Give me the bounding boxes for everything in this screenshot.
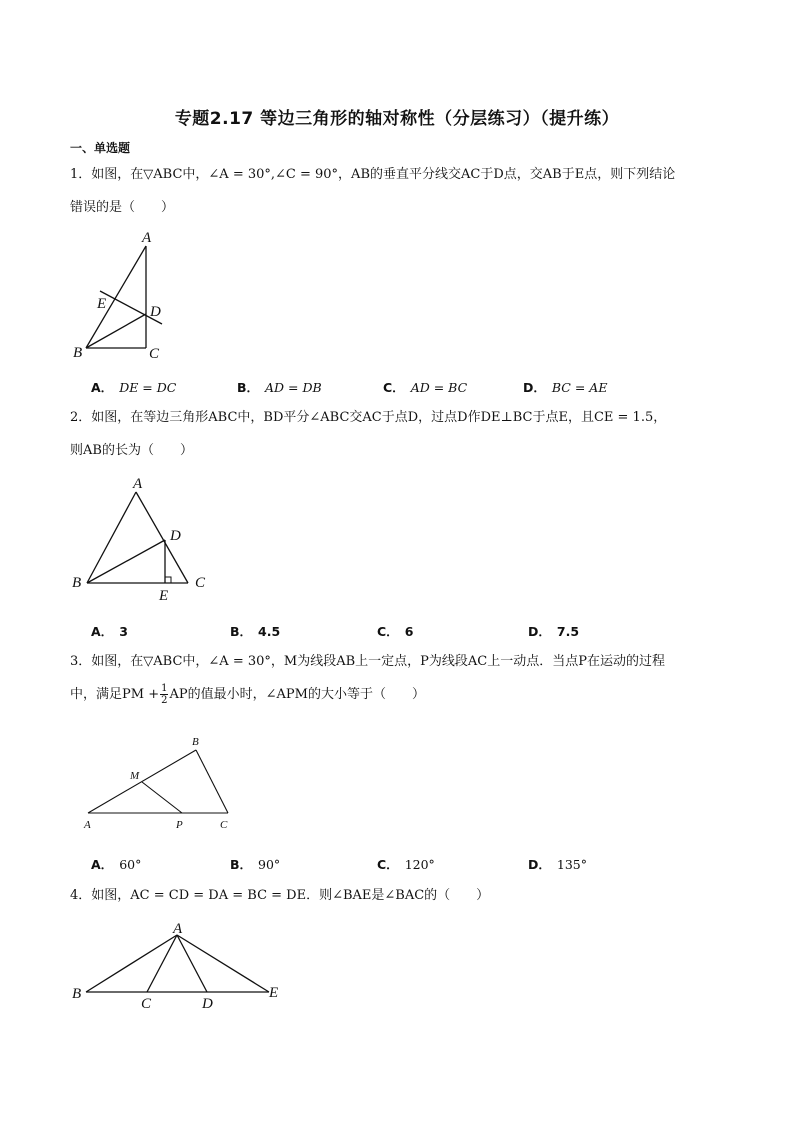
- option-b[interactable]: B． 4.5: [230, 624, 281, 639]
- option-d[interactable]: D． 7.5: [528, 624, 580, 639]
- segment-BC: [196, 750, 228, 813]
- question-2-line1: [70, 401, 730, 434]
- option-c[interactable]: C． 6: [377, 624, 414, 639]
- option-d[interactable]: D． BC = AE: [523, 380, 608, 395]
- option-d[interactable]: D． 135°: [528, 857, 587, 872]
- segment-AB: [86, 935, 177, 992]
- question-number: 1．: [70, 167, 92, 182]
- option-b[interactable]: B． 90°: [230, 857, 281, 872]
- option-c[interactable]: C． AD = BC: [383, 380, 468, 395]
- option-a[interactable]: A． 3: [91, 624, 128, 639]
- label-A: A: [84, 819, 91, 831]
- section-heading: 一、单选题: [70, 141, 131, 155]
- page-title: 专题2.17 等边三角形的轴对称性（分层练习）（提升练）: [174, 109, 620, 129]
- question-4: [70, 879, 730, 912]
- question-number: 4．: [70, 888, 92, 903]
- question-number: 3．: [70, 654, 92, 669]
- label-B: B: [192, 736, 199, 748]
- question-3-line2: 中，满足PM + $\frac{1}{2}$ AP的值最小时，∠APM的大小等于（ ）: [70, 683, 425, 706]
- segment-AC: [147, 935, 177, 992]
- question-3-line1: [70, 645, 730, 678]
- figure-question-3: [76, 732, 246, 832]
- question-2: [70, 401, 730, 467]
- label-E: E: [159, 588, 169, 604]
- label-D: D: [170, 528, 181, 544]
- option-c[interactable]: C． 120°: [377, 857, 435, 872]
- label-B: B: [72, 986, 82, 1002]
- question-text: 如图，AC = CD = DA = BC = DE．则∠BAE是∠BAC的（ ）: [91, 888, 490, 903]
- label-E: E: [97, 296, 107, 312]
- label-C: C: [149, 346, 160, 362]
- question-1-line1: [70, 158, 730, 191]
- label-B: B: [73, 345, 83, 361]
- label-A: A: [142, 230, 152, 246]
- fraction-one-half: $\frac{1}{2}$: [161, 683, 168, 706]
- right-angle-mark: [165, 577, 171, 583]
- label-P: P: [176, 819, 183, 831]
- label-M: M: [130, 770, 140, 782]
- label-C: C: [141, 996, 152, 1012]
- label-A: A: [133, 476, 143, 492]
- question-text: 如图，在等边三角形ABC中，BD平分∠ABC交AC于点D，过点D作DE⊥BC于点E，且CE = 1.5，: [91, 410, 667, 425]
- question-number: 2．: [70, 410, 92, 425]
- option-b[interactable]: B． AD = DB: [237, 380, 322, 395]
- label-C: C: [220, 819, 228, 831]
- question-3: [70, 645, 730, 711]
- question-text: 如图，在▽ABC中，∠A = 30°,∠C = 90°，AB的垂直平分线交AC于D点，交AB于E点，则下列结论: [91, 167, 676, 182]
- question-text: 如图，在▽ABC中，∠A = 30°，M为线段AB上一定点，P为线段AC上一动点．当点P在运动的过程: [91, 654, 665, 669]
- label-D: D: [202, 996, 213, 1012]
- figure-question-2: [66, 470, 216, 605]
- figure-question-4: [66, 918, 296, 1013]
- question-1-line2: 错误的是（ ）: [70, 200, 175, 215]
- figure-question-1: [66, 226, 186, 366]
- label-D: D: [150, 304, 161, 320]
- segment-AB: [88, 750, 196, 813]
- label-E: E: [269, 985, 279, 1001]
- segment-AB: [86, 246, 146, 348]
- label-A: A: [173, 921, 183, 937]
- option-a[interactable]: A． DE = DC: [91, 380, 177, 395]
- segment-AE: [177, 935, 269, 992]
- label-C: C: [195, 575, 206, 591]
- option-a[interactable]: A． 60°: [91, 857, 142, 872]
- question-2-line2: 则AB的长为（ ）: [70, 443, 193, 458]
- segment-BD: [86, 314, 146, 348]
- segment-MP: [142, 782, 182, 813]
- label-B: B: [72, 575, 82, 591]
- question-1: [70, 158, 730, 224]
- question-4-line1: [70, 879, 730, 912]
